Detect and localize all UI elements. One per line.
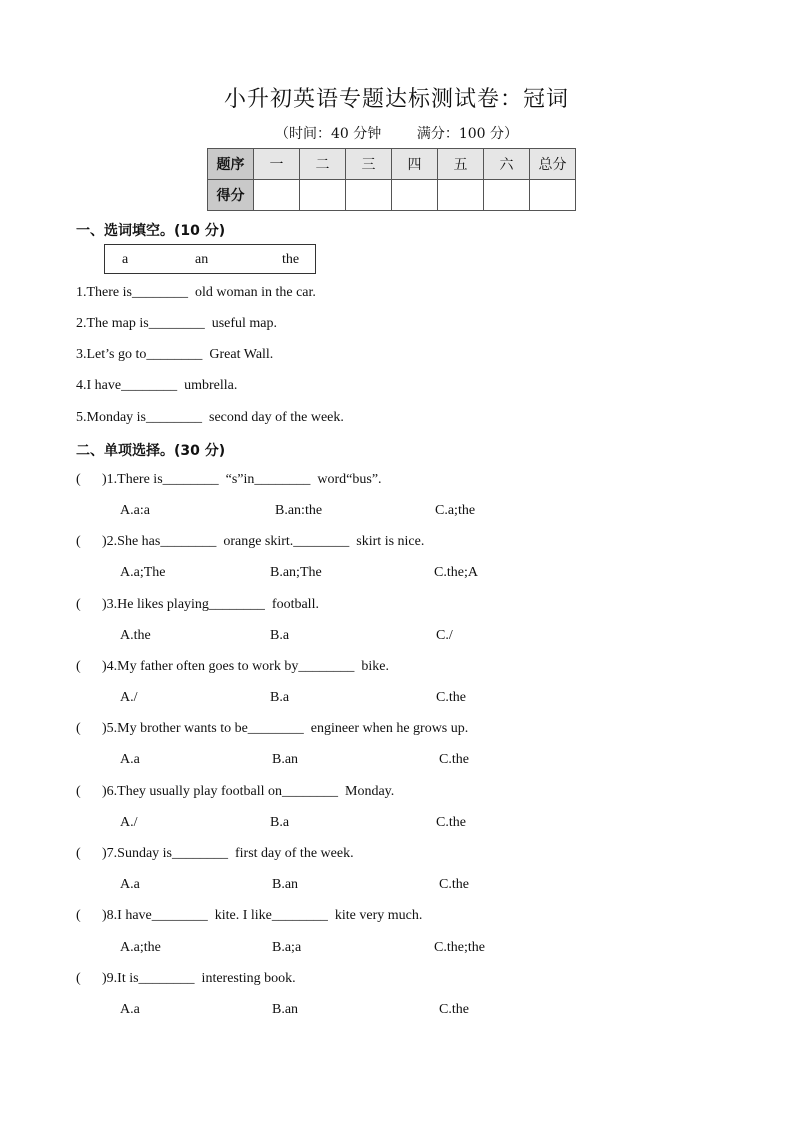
section-2-heading: 二、单项选择。(30 分) bbox=[76, 443, 226, 459]
option-c: C.the bbox=[439, 877, 469, 892]
score-cell bbox=[254, 180, 300, 211]
option-b: B.a bbox=[270, 815, 290, 830]
question-text: )9.It is________ interesting book. bbox=[102, 971, 296, 986]
fill-blank-item: 4.I have________ umbrella. bbox=[76, 378, 238, 393]
answer-paren: ( bbox=[76, 659, 81, 674]
option-c: C.the bbox=[439, 752, 469, 767]
score-header-cell: 三 bbox=[346, 149, 392, 180]
score-row-label: 得分 bbox=[208, 180, 254, 211]
score-header-cell: 四 bbox=[392, 149, 438, 180]
option-b: B.a;a bbox=[272, 940, 302, 955]
score-header-cell: 五 bbox=[438, 149, 484, 180]
score-cell bbox=[530, 180, 576, 211]
option-b: B.an bbox=[272, 877, 299, 892]
fill-blank-item: 2.The map is________ useful map. bbox=[76, 316, 278, 331]
fill-blank-item: 5.Monday is________ second day of the week. bbox=[76, 410, 344, 425]
option-c: C.the;A bbox=[434, 565, 478, 580]
score-table bbox=[207, 148, 576, 211]
option-a: A.a;The bbox=[120, 565, 166, 580]
fill-blank-item: 3.Let’s go to________ Great Wall. bbox=[76, 347, 274, 362]
option-a: A.a bbox=[120, 752, 140, 767]
word-bank-box bbox=[104, 244, 316, 274]
score-cell bbox=[392, 180, 438, 211]
section-1-heading: 一、选词填空。(10 分) bbox=[76, 223, 226, 239]
option-a: A./ bbox=[120, 690, 138, 705]
answer-paren: ( bbox=[76, 721, 81, 736]
option-c: C.a;the bbox=[435, 503, 476, 518]
page-title: 小升初英语专题达标测试卷：冠词 bbox=[223, 87, 569, 112]
option-c: C./ bbox=[436, 628, 453, 643]
answer-paren: ( bbox=[76, 534, 81, 549]
option-a: A.a:a bbox=[120, 503, 150, 518]
option-a: A.the bbox=[120, 628, 151, 643]
exam-info: （时间：40 分钟 满分：100 分） bbox=[274, 126, 519, 142]
option-b: B.an bbox=[272, 1002, 299, 1017]
answer-paren: ( bbox=[76, 472, 81, 487]
question-text: )1.There is________ “s”in________ word“bus”. bbox=[102, 472, 382, 487]
fill-blank-item: 1.There is________ old woman in the car. bbox=[76, 285, 316, 300]
option-c: C.the;the bbox=[434, 940, 485, 955]
score-header-cell: 六 bbox=[484, 149, 530, 180]
score-header-cell: 一 bbox=[254, 149, 300, 180]
option-c: C.the bbox=[436, 690, 466, 705]
option-a: A.a bbox=[120, 877, 140, 892]
question-text: )2.She has________ orange skirt.________ skirt is nice. bbox=[102, 534, 425, 549]
option-b: B.an;The bbox=[270, 565, 322, 580]
score-header-cell: 总分 bbox=[530, 149, 576, 180]
option-c: C.the bbox=[436, 815, 466, 830]
option-c: C.the bbox=[439, 1002, 469, 1017]
answer-paren: ( bbox=[76, 908, 81, 923]
word-bank-word: the bbox=[282, 252, 300, 267]
option-a: A.a;the bbox=[120, 940, 161, 955]
question-text: )3.He likes playing________ football. bbox=[102, 597, 319, 612]
score-table-header-row bbox=[208, 149, 576, 180]
score-cell bbox=[484, 180, 530, 211]
answer-paren: ( bbox=[76, 597, 81, 612]
question-text: )8.I have________ kite. I like________ kite very much. bbox=[102, 908, 423, 923]
question-text: )5.My brother wants to be________ engineer when he grows up. bbox=[102, 721, 469, 736]
word-bank-word: a bbox=[122, 252, 129, 267]
option-b: B.an bbox=[272, 752, 299, 767]
question-text: )4.My father often goes to work by________ bike. bbox=[102, 659, 389, 674]
score-table-score-row bbox=[208, 180, 576, 211]
score-header-cell: 题序 bbox=[208, 149, 254, 180]
word-bank-word: an bbox=[195, 252, 209, 267]
option-a: A./ bbox=[120, 815, 138, 830]
option-b: B.an:the bbox=[275, 503, 323, 518]
score-cell bbox=[346, 180, 392, 211]
question-text: )7.Sunday is________ first day of the week. bbox=[102, 846, 354, 861]
option-b: B.a bbox=[270, 690, 290, 705]
answer-paren: ( bbox=[76, 784, 81, 799]
question-text: )6.They usually play football on________ Monday. bbox=[102, 784, 395, 799]
answer-paren: ( bbox=[76, 846, 81, 861]
score-cell bbox=[438, 180, 484, 211]
score-cell bbox=[300, 180, 346, 211]
option-b: B.a bbox=[270, 628, 290, 643]
answer-paren: ( bbox=[76, 971, 81, 986]
option-a: A.a bbox=[120, 1002, 140, 1017]
score-header-cell: 二 bbox=[300, 149, 346, 180]
